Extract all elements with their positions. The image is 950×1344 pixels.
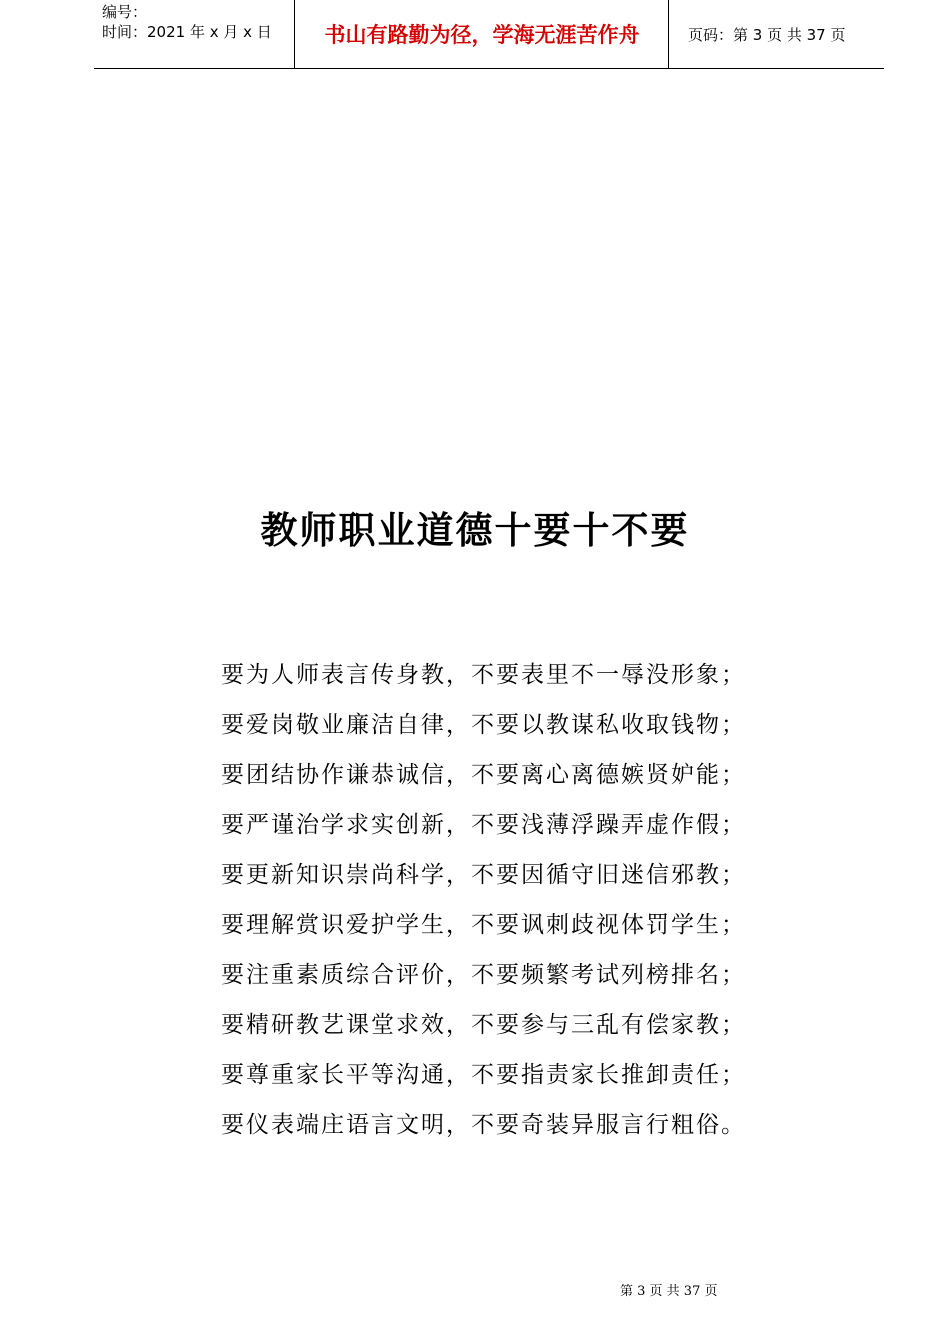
- header-motto: 书山有路勤为径，学海无涯苦作舟: [324, 23, 640, 47]
- document-header: [94, 0, 884, 69]
- page-info-text: 页码：第 3 页 共 37 页: [688, 25, 846, 44]
- rule-line: 要理解赏识爱护学生，不要讽刺歧视体罚学生；: [221, 912, 746, 938]
- rule-line: 要精研教艺课堂求效，不要参与三乱有偿家教；: [221, 1012, 746, 1038]
- document-title: 教师职业道德十要十不要: [260, 508, 690, 552]
- number-label: 编号：: [102, 3, 148, 21]
- rule-line: 要为人师表言传身教，不要表里不一辱没形象；: [221, 662, 746, 688]
- rule-line: 要注重素质综合评价，不要频繁考试列榜排名；: [221, 962, 746, 988]
- footer-page-number: 第 3 页 共 37 页: [620, 1284, 718, 1299]
- rule-line: 要爱岗敬业廉洁自律，不要以教谋私收取钱物；: [221, 712, 746, 738]
- header-meta: [94, 0, 294, 68]
- rule-line: 要仪表端庄语言文明，不要奇装异服言行粗俗。: [221, 1112, 746, 1138]
- rule-line: 要严谨治学求实创新，不要浅薄浮躁弄虚作假；: [221, 812, 746, 838]
- rule-line: 要团结协作谦恭诚信，不要离心离德嫉贤妒能；: [221, 762, 746, 788]
- header-page-info: [678, 0, 884, 68]
- rule-line: 要更新知识崇尚科学，不要因循守旧迷信邪教；: [221, 862, 746, 888]
- time-label: 时间：2021 年 x 月 x 日: [102, 23, 272, 41]
- header-divider: [294, 0, 295, 68]
- rule-line: 要尊重家长平等沟通，不要指责家长推卸责任；: [221, 1062, 746, 1088]
- header-divider: [668, 0, 669, 68]
- rules-list: [221, 655, 781, 1155]
